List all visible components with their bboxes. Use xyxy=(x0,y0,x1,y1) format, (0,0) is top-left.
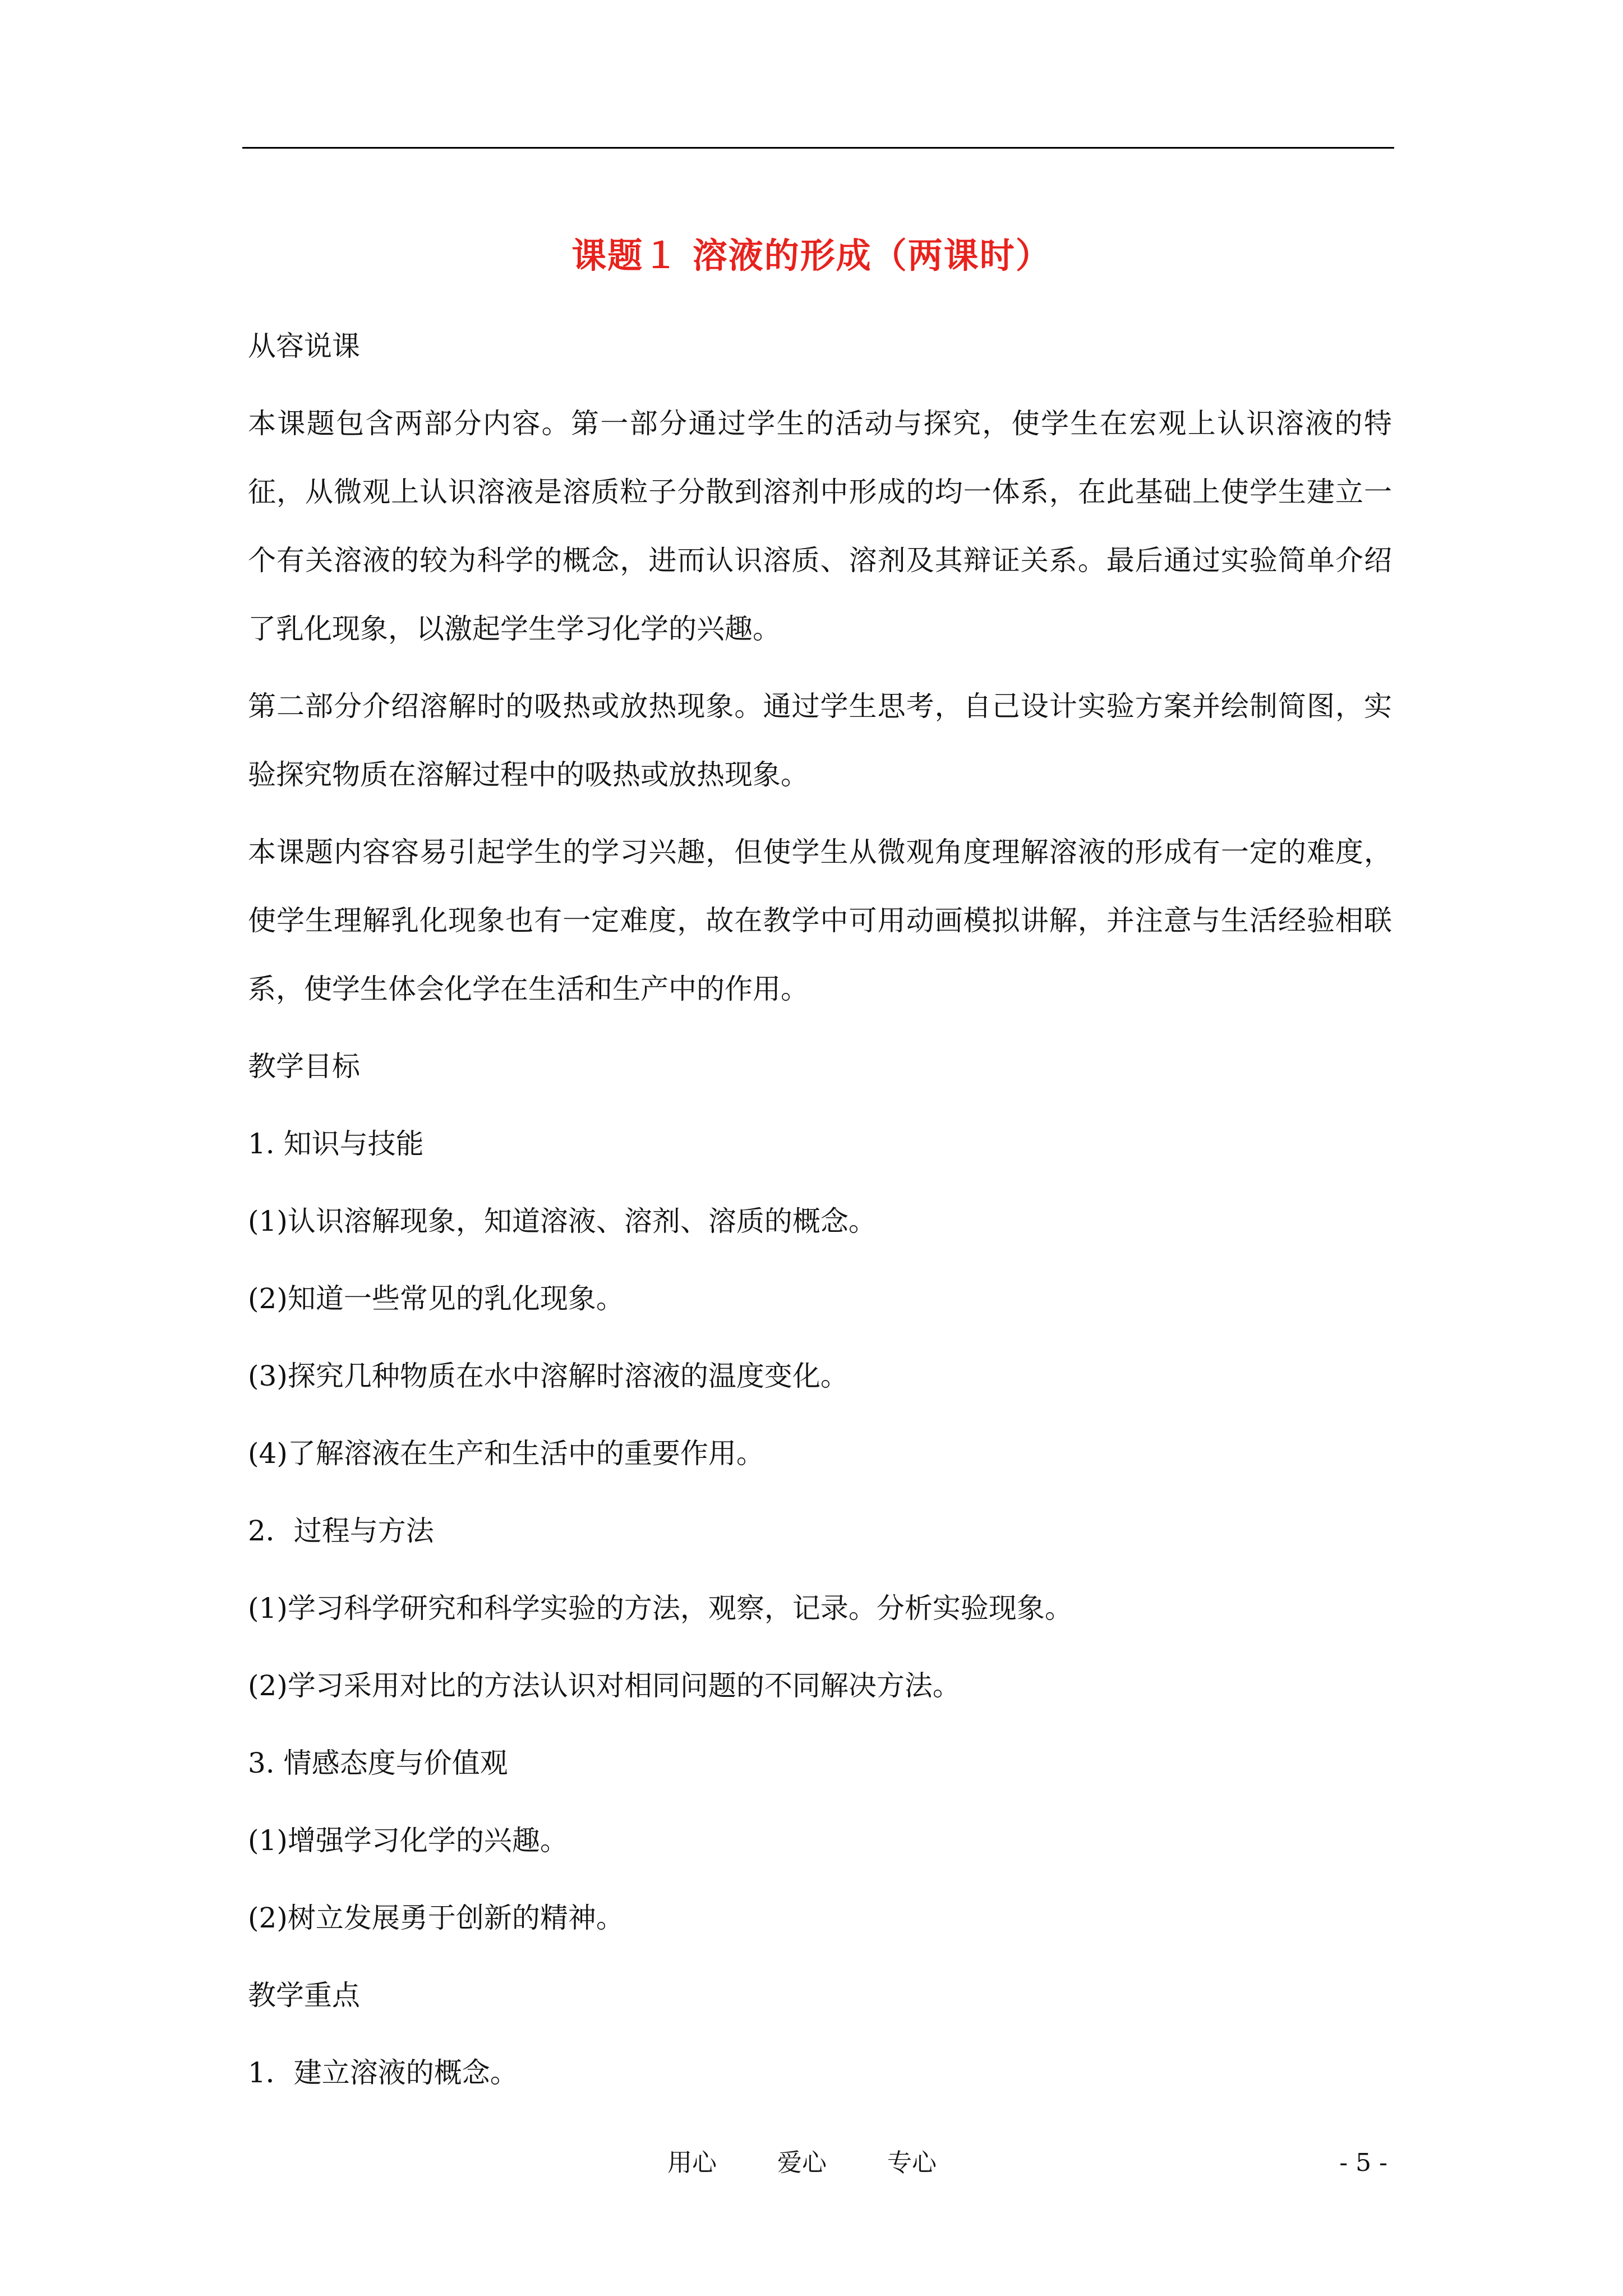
goal-item: (2)学习采用对比的方法认识对相同问题的不同解决方法。 xyxy=(248,1669,961,1702)
footer-motto-word: 专心 xyxy=(887,2148,937,2177)
goal-knowledge-heading: 1. 知识与技能 xyxy=(248,1128,424,1160)
paragraph-intro-2: 第二部分介绍溶解时的吸热或放热现象。通过学生思考，自己设计实验方案并绘制简图，实验探究物质在溶解过程中的吸热或放热现象。 xyxy=(248,690,1392,791)
paragraph-intro-1: 本课题包含两部分内容。第一部分通过学生的活动与探究，使学生在宏观上认识溶液的特征，从微观上认识溶液是溶质粒子分散到溶剂中形成的均一体系，在此基础上使学生建立一个有关溶液的较为科学的概念，进而认识溶质、溶剂及其辩证关系。最后通过实验简单介绍了乳化现象，以激起学生学习化学的兴趣。 xyxy=(248,407,1392,645)
footer-motto-word: 用心 xyxy=(667,2148,717,2177)
footer-motto-word: 爱心 xyxy=(777,2148,827,2177)
section-heading-key-points: 教学重点 xyxy=(248,1979,360,2012)
page-footer xyxy=(0,2146,1623,2180)
goal-process-heading: 2．过程与方法 xyxy=(248,1515,434,1547)
goal-item: (4)了解溶液在生产和生活中的重要作用。 xyxy=(248,1437,764,1470)
goal-item: (3)探究几种物质在水中溶解时溶液的温度变化。 xyxy=(248,1360,849,1392)
document-title: 课题１ 溶液的形成（两课时） xyxy=(571,235,1052,276)
paragraph-intro-3: 本课题内容容易引起学生的学习兴趣，但使学生从微观角度理解溶液的形成有一定的难度，使学生理解乳化现象也有一定难度，故在教学中可用动画模拟讲解，并注意与生活经验相联系，使学生体会化学在生活和生产中的作用。 xyxy=(248,836,1392,1005)
document-body xyxy=(248,312,1392,2116)
goal-item: (1)增强学习化学的兴趣。 xyxy=(248,1824,568,1857)
goal-item: (2)知道一些常见的乳化现象。 xyxy=(248,1282,624,1315)
goal-attitude-heading: 3. 情感态度与价值观 xyxy=(248,1747,508,1779)
section-heading-goals: 教学目标 xyxy=(248,1050,360,1083)
header-rule xyxy=(242,147,1394,149)
goal-item: (1)学习科学研究和科学实验的方法，观察，记录。分析实验现象。 xyxy=(248,1592,1073,1625)
footer-motto xyxy=(667,2146,997,2180)
page-number: - 5 - xyxy=(1339,2148,1387,2177)
goal-item: (1)认识溶解现象，知道溶液、溶剂、溶质的概念。 xyxy=(248,1205,877,1237)
section-heading-lesson-intro: 从容说课 xyxy=(248,330,360,362)
key-point-item: 1．建立溶液的概念。 xyxy=(248,2056,518,2089)
goal-item: (2)树立发展勇于创新的精神。 xyxy=(248,1902,624,1934)
